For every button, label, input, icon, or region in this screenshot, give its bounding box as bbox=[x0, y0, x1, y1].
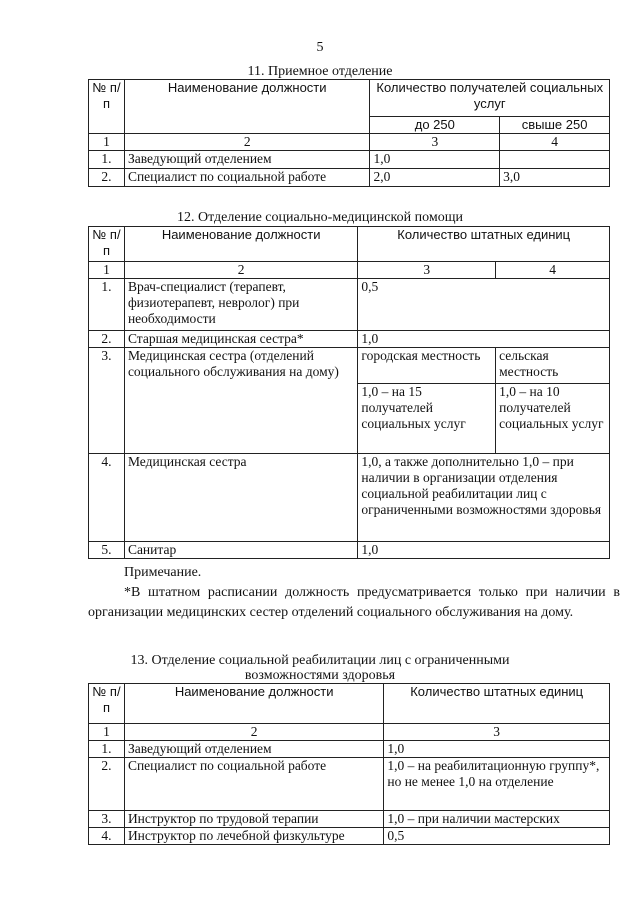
table-social-medical-department bbox=[88, 226, 610, 559]
column-index: 3 bbox=[384, 724, 610, 741]
staff-value bbox=[500, 151, 610, 169]
note-label: Примечание. bbox=[124, 565, 202, 580]
section-11-title: 11. Приемное отделение bbox=[247, 64, 393, 79]
table-reception-department bbox=[88, 79, 610, 187]
rural-staff-value: 1,0 – на 10 получателей социальных услуг bbox=[496, 384, 610, 454]
header-number: № п/п bbox=[89, 227, 125, 262]
table-row bbox=[89, 331, 610, 348]
header-number: № п/п bbox=[89, 80, 125, 134]
section-12-title: 12. Отделение социально-медицинской помощи bbox=[177, 210, 463, 225]
position-name: Врач-специалист (терапевт, физиотерапевт, невролог) при необходимости bbox=[124, 279, 357, 331]
position-name: Санитар bbox=[124, 542, 357, 559]
urban-area-label: городская местность bbox=[358, 348, 496, 384]
section-13-title-continued: возможностями здоровья bbox=[244, 668, 396, 683]
header-over-250: свыше 250 bbox=[500, 117, 610, 134]
position-name: Медицинская сестра bbox=[124, 454, 357, 542]
position-name: Старшая медицинская сестра* bbox=[124, 331, 357, 348]
staff-value: 2,0 bbox=[370, 169, 500, 187]
column-index: 2 bbox=[124, 134, 370, 151]
staff-value: 1,0 – на реабилитационную группу*, но не менее 1,0 на отделение bbox=[384, 758, 610, 811]
column-index: 4 bbox=[496, 262, 610, 279]
row-number: 2. bbox=[89, 169, 125, 187]
header-position-name: Наименование должности bbox=[124, 80, 370, 134]
table-row bbox=[89, 741, 610, 758]
position-name: Специалист по социальной работе bbox=[124, 169, 370, 187]
table-row bbox=[89, 151, 610, 169]
header-position-name: Наименование должности bbox=[124, 684, 383, 724]
row-number: 2. bbox=[89, 331, 125, 348]
position-name: Заведующий отделением bbox=[124, 741, 383, 758]
column-index: 2 bbox=[124, 262, 357, 279]
row-number: 3. bbox=[89, 348, 125, 454]
staff-value: 1,0 bbox=[384, 741, 610, 758]
column-index: 4 bbox=[500, 134, 610, 151]
row-number: 4. bbox=[89, 454, 125, 542]
section-13-title: 13. Отделение социальной реабилитации лиц с ограниченными bbox=[130, 653, 510, 668]
header-staff-units: Количество штатных единиц bbox=[358, 227, 610, 262]
position-name: Инструктор по лечебной физкультуре bbox=[124, 828, 383, 845]
staff-value: 0,5 bbox=[358, 279, 610, 331]
staff-value: 3,0 bbox=[500, 169, 610, 187]
staff-value: 1,0 bbox=[358, 542, 610, 559]
header-recipients-count: Количество получателей социальных услуг bbox=[370, 80, 610, 117]
column-index: 1 bbox=[89, 134, 125, 151]
row-number: 1. bbox=[89, 279, 125, 331]
table-row bbox=[89, 828, 610, 845]
staff-value: 1,0 bbox=[358, 331, 610, 348]
table-row bbox=[89, 811, 610, 828]
position-name: Заведующий отделением bbox=[124, 151, 370, 169]
header-up-to-250: до 250 bbox=[370, 117, 500, 134]
column-index: 1 bbox=[89, 724, 125, 741]
table-row bbox=[89, 454, 610, 542]
page-number: 5 bbox=[316, 40, 324, 55]
note-text: *В штатном расписании должность предусматривается только при наличии в организации медицинских сестер отделений социального обслуживания на дому. bbox=[88, 585, 620, 620]
header-staff-units: Количество штатных единиц bbox=[384, 684, 610, 724]
staff-value: 0,5 bbox=[384, 828, 610, 845]
table-row bbox=[89, 542, 610, 559]
urban-staff-value: 1,0 – на 15 получателей социальных услуг bbox=[358, 384, 496, 454]
staff-value: 1,0 – при наличии мастерских bbox=[384, 811, 610, 828]
row-number: 2. bbox=[89, 758, 125, 811]
table-row bbox=[89, 169, 610, 187]
row-number: 3. bbox=[89, 811, 125, 828]
table-rehabilitation-department bbox=[88, 683, 610, 845]
rural-area-label: сельская местность bbox=[496, 348, 610, 384]
row-number: 1. bbox=[89, 741, 125, 758]
column-index: 3 bbox=[370, 134, 500, 151]
column-index: 2 bbox=[124, 724, 383, 741]
header-position-name: Наименование должности bbox=[124, 227, 357, 262]
row-number: 4. bbox=[89, 828, 125, 845]
column-index: 1 bbox=[89, 262, 125, 279]
staff-value: 1,0, а также дополнительно 1,0 – при наличии в организации отделения социальной реабилитации лиц с ограниченными возможностями здоровья bbox=[358, 454, 610, 542]
table-row bbox=[89, 279, 610, 331]
position-name: Инструктор по трудовой терапии bbox=[124, 811, 383, 828]
position-name: Медицинская сестра (отделений социального обслуживания на дому) bbox=[124, 348, 357, 454]
row-number: 5. bbox=[89, 542, 125, 559]
staff-value: 1,0 bbox=[370, 151, 500, 169]
row-number: 1. bbox=[89, 151, 125, 169]
position-name: Специалист по социальной работе bbox=[124, 758, 383, 811]
table-row bbox=[89, 348, 610, 384]
header-number: № п/п bbox=[89, 684, 125, 724]
table-row bbox=[89, 758, 610, 811]
column-index: 3 bbox=[358, 262, 496, 279]
